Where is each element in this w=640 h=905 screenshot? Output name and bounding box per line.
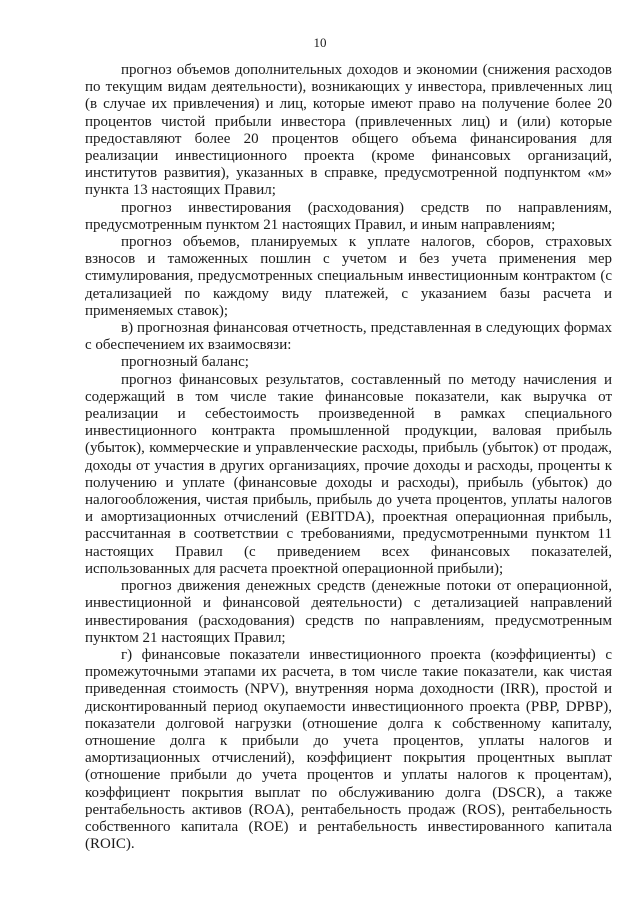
paragraph: в) прогнозная финансовая отчетность, представленная в следующих формах с обеспечением их взаимосвязи: (85, 320, 612, 354)
paragraph: прогноз финансовых результатов, составленный по методу начисления и содержащий в том числе такие финансовые показатели, как выручка от реализации и себестоимость произведенной в рамках специального инвестиционного контракта промышленной продукции, валовая прибыль (убыток), коммерческие и управленческие расходы, прибыль (убыток) от продаж, доходы от участия в других организациях, прочие доходы и расходы, проценты к получению и уплате (финансовые доходы и расходы), прибыль (убыток) до налогообложения, чистая прибыль, прибыль до учета процентов, уплаты налогов и амортизационных отчислений (EBITDA), проектная операционная прибыль, рассчитанная в соответствии с требованиями, предусмотренными пунктом 11 настоящих Правил (с приведением всех финансовых показателей, использованных для расчета проектной операционной прибыли); (85, 371, 612, 577)
page-number: 10 (313, 35, 327, 50)
paragraph: г) финансовые показатели инвестиционного проекта (коэффициенты) с промежуточными этапами их расчета, в том числе такие показатели, как чистая приведенная стоимость (NPV), внутренняя норма доходности (IRR), простой и дисконтированный период окупаемости инвестиционного проекта (PBP, DPBP), показатели долговой нагрузки (отношение долга к собственному капиталу, отношение долга к прибыли до учета процентов, уплаты налогов и амортизационных отчислений), коэффициент покрытия процентных выплат (отношение прибыли до учета процентов и уплаты налогов к процентам), коэффициент покрытия выплат по обслуживанию долга (DSCR), а также рентабельность активов (ROA), рентабельность продаж (ROS), рентабельность собственного капитала (ROE) и рентабельность инвестированного капитала (ROIC). (85, 646, 612, 853)
paragraph: прогноз объемов, планируемых к уплате налогов, сборов, страховых взносов и таможенных пошлин с учетом и без учета применения мер стимулирования, предусмотренных специальным инвестиционным контрактом (с детализацией по каждому виду платежей, с указанием базы расчета и применяемых ставок); (85, 234, 612, 319)
paragraph: прогнозный баланс; (121, 354, 249, 371)
paragraph: прогноз инвестирования (расходования) средств по направлениям, предусмотренным пунктом 21 настоящих Правил, и иным направлениям; (85, 199, 612, 233)
paragraph: прогноз движения денежных средств (денежные потоки от операционной, инвестиционной и финансовой деятельности) с детализацией направлений инвестирования (расходования) средств по направлениям, предусмотренным пунктом 21 настоящих Правил; (85, 578, 612, 646)
paragraph: прогноз объемов дополнительных доходов и экономии (снижения расходов по текущим видам деятельности), возникающих у инвестора, привлеченных лиц (в случае их привлечения) и лиц, которые имеют право на получение более 20 процентов чистой прибыли инвестора (привлеченных лиц) и (или) которые предоставляют более 20 процентов общего объема финансирования для реализации инвестиционного проекта (кроме финансовых организаций, институтов развития), указанных в справке, предусмотренной подпунктом «м» пункта 13 настоящих Правил; (85, 62, 612, 199)
document-body (85, 62, 612, 853)
